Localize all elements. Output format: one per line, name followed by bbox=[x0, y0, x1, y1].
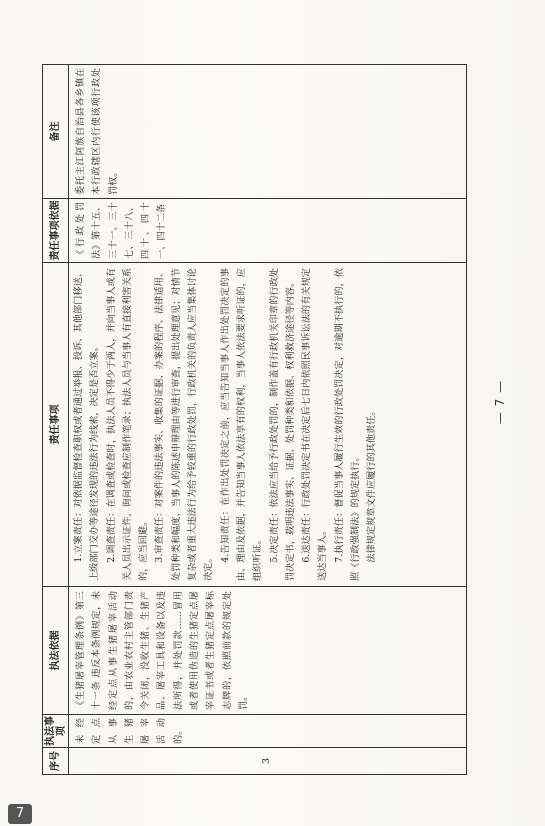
duty-item: 3.审查责任：对案件的违法事实、收集的证据、办案的程序、法律适用、处罚种类和幅度、当事人的陈述申辩理由等进行审查，提出处理意见；对情节复杂或者重大违法行为给予较重的行政处罚，行政机关的负责人应当集体讨论决定。 bbox=[154, 268, 215, 581]
header-basis: 执法依据 bbox=[43, 587, 69, 715]
header-note: 备注 bbox=[43, 65, 69, 199]
duty-item: 1.立案责任：对依据监督检查职权或者通过举报、投诉、其他部门移送、上级部门交办等途径发现的违法行为线索，决定是否立案。 bbox=[73, 268, 101, 581]
duty-basis: 《行政处罚法》第十五、三十一、三十七、三十八、四十、四十一、四十二条 bbox=[69, 199, 467, 263]
enforcement-table bbox=[42, 64, 467, 775]
page-badge[interactable]: 7 bbox=[8, 804, 32, 824]
note: 委托主江阿族自治县各乡镇在本行政辖区内行使该项行政处罚权。 bbox=[69, 65, 467, 199]
header-no: 序号 bbox=[43, 748, 69, 775]
rotated-table-area bbox=[42, 65, 467, 775]
header-duty: 责任事项 bbox=[43, 263, 69, 587]
enforcement-basis: 《生猪屠宰管理条例》第三十一条 违反本条例规定，未经定点从事生猪屠宰活动的，由农业农村主管部门责令关闭，没收生猪、生猪产品、屠宰工具和设备以及违法所得，并处罚款……冒用或者使用伪造的生猪定点屠宰证书或者生猪定点屠宰标志牌的，依照前款的规定处罚。 bbox=[69, 587, 467, 715]
table-row bbox=[69, 65, 467, 775]
duty-item: 5.决定责任：依法应当给予行政处罚的，制作盖有行政机关印章的行政处罚决定书，载明违法事实、证据、处罚种类和依据、权利救济途径等内容。 bbox=[268, 268, 296, 581]
header-item: 执法事项 bbox=[44, 716, 67, 746]
page-number: — 7 — bbox=[493, 379, 508, 425]
duty-item: 7.执行责任：督促当事人履行生效的行政处罚决定，对逾期不执行的，依照《行政强制法》的规定执行。 bbox=[333, 268, 362, 581]
duty-item: 4.告知责任：在作出处罚决定之前，应当告知当事人作出处罚决定的事由、理由及依据，并告知当事人依法享有的权利，当事人依法要求听证的，应组织听证。 bbox=[219, 268, 264, 581]
row-number: 3 bbox=[69, 748, 467, 775]
duty-item: 6.送达责任：行政处罚决定书在决定后七日内依照民事诉讼法的有关规定送达当事人。 bbox=[301, 268, 329, 581]
duty-item: 2.调查责任：在调查或检查时，执法人员不得少于两人，并向当事人或有关人员出示证件，询问或检查应制作笔录；执法人员与当事人有直接利害关系的，应当回避。 bbox=[105, 268, 150, 581]
duty-item: 法律规定规章文件应履行的其他责任。 bbox=[366, 406, 378, 563]
enforcement-item: 未经定点从事生猪屠宰活动的。 bbox=[69, 715, 467, 748]
header-duty-basis: 责任事项依据 bbox=[43, 199, 69, 263]
duty-list bbox=[69, 263, 467, 587]
table-header-row bbox=[43, 65, 69, 775]
